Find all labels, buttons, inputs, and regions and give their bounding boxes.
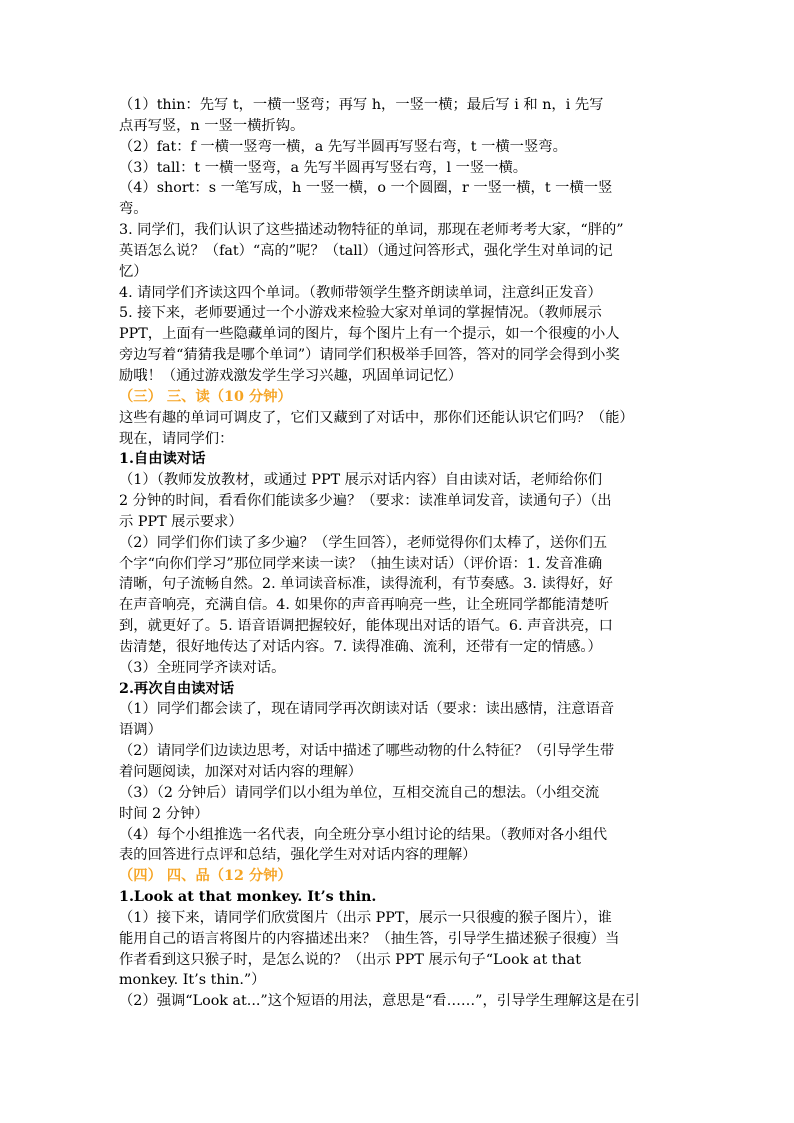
text-line: （2）强调“Look at...”这个短语的用法，意思是“看……”，引导学生理解这是在引 xyxy=(119,993,640,1010)
text-line: 时间 2 分钟） xyxy=(119,805,209,822)
text-line: monkey. It’s thin.”） xyxy=(119,972,266,989)
text-line: 这些有趣的单词可调皮了，它们又藏到了对话中，那你们还能认识它们吗？（能） xyxy=(119,409,634,426)
text-line: （3）tall：t 一横一竖弯，a 先写半圆再写竖右弯，l 一竖一横。 xyxy=(119,159,528,176)
subheading: 1.Look at that monkey. It’s thin. xyxy=(119,889,377,906)
subheading: 1.自由读对话 xyxy=(119,451,206,468)
text-line: （1）接下来，请同学们欣赏图片（出示 PPT，展示一只很瘦的猴子图片），谁 xyxy=(119,909,612,926)
text-line: 语调） xyxy=(119,722,162,739)
text-line: 表的回答进行点评和总结，强化学生对对话内容的理解） xyxy=(119,847,477,864)
text-line: 2 分钟的时间，看看你们能读多少遍？（要求：读准单词发音，读通句子）（出 xyxy=(119,493,612,510)
text-line: （2）同学们你们读了多少遍？（学生回答），老师觉得你们太棒了，送你们五 xyxy=(119,534,608,551)
text-line: （1）同学们都会读了，现在请同学再次朗读对话（要求：读出感情，注意语音 xyxy=(119,701,615,718)
section-heading: （三） 三、读（10 分钟） xyxy=(119,388,292,405)
text-line: 作者看到这只猴子时，是怎么说的？（出示 PPT 展示句子“Look at that xyxy=(119,951,581,968)
text-line: 点再写竖，n 一竖一横折钩。 xyxy=(119,117,305,134)
text-line: 旁边写着“猜猜我是哪个单词”）请同学们积极举手回答，答对的同学会得到小奖 xyxy=(119,347,620,364)
text-line: （3）（2 分钟后）请同学们以小组为单位，互相交流自己的想法。（小组交流 xyxy=(119,784,600,801)
text-line: 励哦！（通过游戏激发学生学习兴趣，巩固单词记忆） xyxy=(119,367,463,384)
section-heading: （四） 四、品（12 分钟） xyxy=(119,868,292,885)
text-line: 到，就更好了。5. 语音语调把握较好，能体现出对话的语气。6. 声音洪亮，口 xyxy=(119,618,613,635)
text-line: （2）fat：f 一横一竖弯一横，a 先写半圆再写竖右弯，t 一横一竖弯。 xyxy=(119,138,567,155)
text-line: 忆） xyxy=(119,263,148,280)
text-line: 着问题阅读，加深对对话内容的理解） xyxy=(119,764,363,780)
text-line: （1）thin：先写 t，一横一竖弯；再写 h，一竖一横；最后写 i 和 n，i 先写 xyxy=(119,97,604,113)
text-line: （2）请同学们边读边思考，对话中描述了哪些动物的什么特征？（引导学生带 xyxy=(119,743,615,760)
text-line: 个字“向你们学习”那位同学来读一读？（抽生读对话）（评价语：1. 发音准确 xyxy=(119,555,603,572)
text-line: PPT，上面有一些隐藏单词的图片，每个图片上有一个提示，如一个很瘦的小人 xyxy=(119,326,620,343)
text-line: （4）short：s 一笔写成，h 一竖一横，o 一个圆圈，r 一竖一横，t 一横一竖 xyxy=(119,180,613,197)
text-line: 5. 接下来，老师要通过一个小游戏来检验大家对单词的掌握情况。（教师展示 xyxy=(119,305,602,322)
subheading: 2.再次自由读对话 xyxy=(119,680,235,697)
text-line: 3. 同学们，我们认识了这些描述动物特征的单词，那现在老师考考大家，“胖的” xyxy=(119,222,624,239)
text-line: （4）每个小组推选一名代表，向全班分享小组讨论的结果。（教师对各小组代 xyxy=(119,826,608,843)
text-line: （3）全班同学齐读对话。 xyxy=(119,659,286,676)
text-line: 清晰，句子流畅自然。2. 单词读音标准，读得流利，有节奏感。3. 读得好，好 xyxy=(119,576,613,593)
text-line: （1）（教师发放教材，或通过 PPT 展示对话内容）自由读对话，老师给你们 xyxy=(119,472,603,489)
text-line: 在声音响亮，充满自信。4. 如果你的声音再响亮一些，让全班同学都能清楚听 xyxy=(119,597,609,614)
text-line: 能用自己的语言将图片的内容描述出来？（抽生答，引导学生描述猴子很瘦）当 xyxy=(119,930,620,947)
text-line: 示 PPT 展示要求） xyxy=(119,513,243,530)
text-line: 4. 请同学们齐读这四个单词。（教师带领学生整齐朗读单词，注意纠正发音） xyxy=(119,284,602,301)
text-line: 现在，请同学们： xyxy=(119,430,234,447)
document-body xyxy=(119,95,675,1012)
text-line: 弯。 xyxy=(119,201,148,218)
text-line: 英语怎么说？（fat）“高的”呢？（tall）（通过问答形式，强化学生对单词的记 xyxy=(119,242,613,259)
text-line: 齿清楚，很好地传达了对话内容。7. 读得准确、流利，还带有一定的情感。） xyxy=(119,638,602,655)
